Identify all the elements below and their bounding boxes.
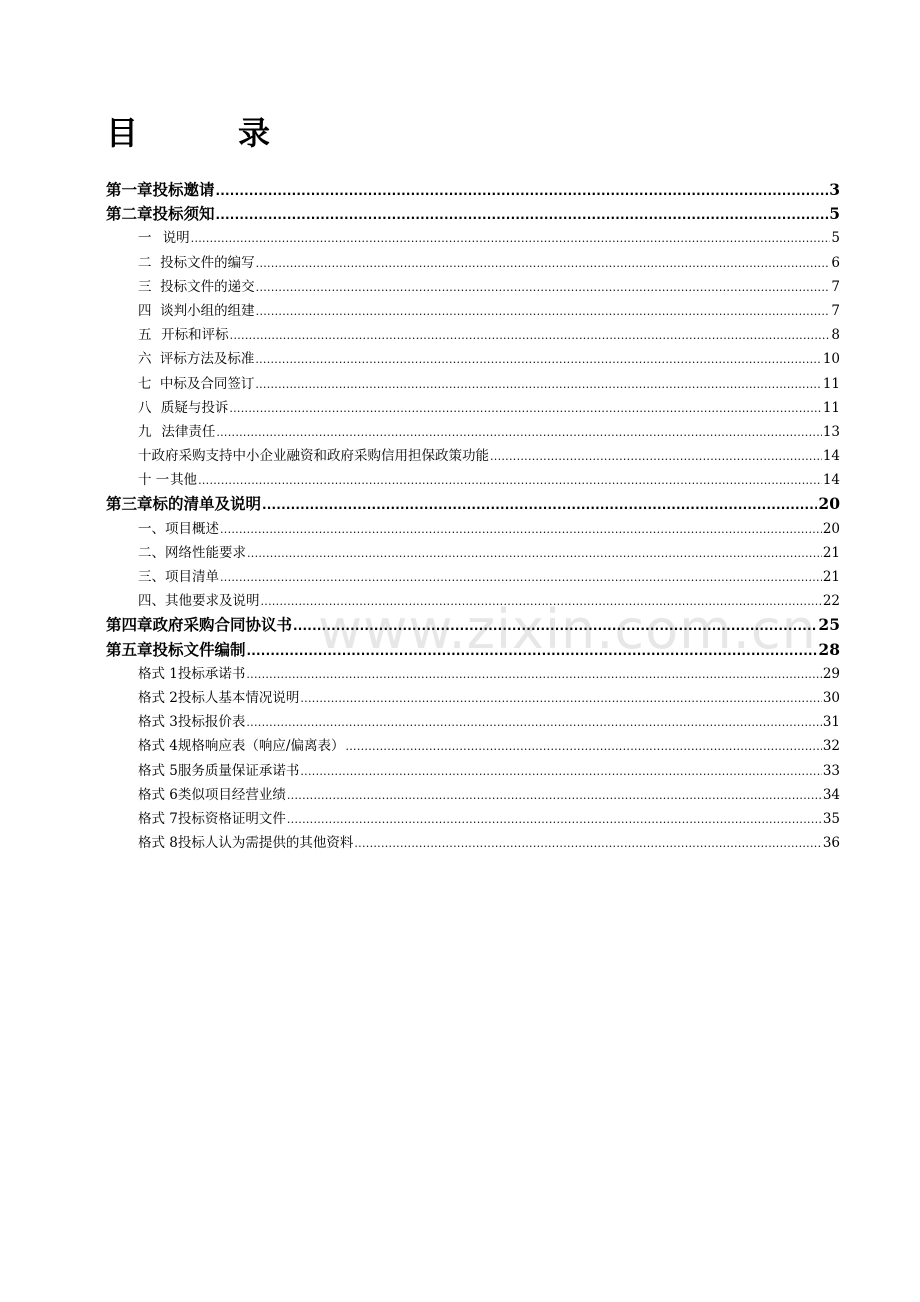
- toc-dot-leader: [247, 542, 822, 566]
- toc-page-number: 33: [822, 762, 840, 779]
- toc-section-entry[interactable]: [106, 759, 840, 783]
- toc-dot-leader: [345, 735, 821, 759]
- toc-entry-number: 格式 5: [138, 762, 178, 779]
- toc-dot-leader: [191, 227, 831, 251]
- toc-entry-title: 法律责任: [161, 423, 216, 440]
- toc-page-number: 28: [818, 639, 840, 659]
- toc-title-char-1: 目: [106, 114, 139, 152]
- table-of-contents: [106, 178, 840, 855]
- toc-section-entry[interactable]: [106, 444, 840, 468]
- toc-title: [106, 108, 270, 154]
- toc-entry-number: 九: [138, 423, 152, 440]
- toc-page-number: 6: [831, 254, 840, 271]
- toc-entry-number: 一: [138, 230, 152, 247]
- toc-entry-title: 政府采购支持中小企业融资和政府采购信用担保政策功能: [151, 448, 489, 465]
- toc-dot-leader: [261, 590, 822, 614]
- toc-entry-number: 第五章: [106, 640, 153, 659]
- toc-dot-leader: [300, 760, 821, 784]
- toc-entry-title: 投标文件的编写: [160, 254, 255, 271]
- toc-dot-leader: [287, 808, 822, 832]
- toc-page-number: 21: [822, 544, 840, 561]
- toc-entry-title: 投标文件编制: [152, 640, 246, 659]
- toc-dot-leader: [246, 663, 821, 687]
- toc-entry-title: 二、网络性能要求: [138, 544, 246, 561]
- toc-section-entry[interactable]: [106, 468, 840, 492]
- toc-entry-title: 说明: [162, 230, 190, 247]
- toc-page-number: 21: [822, 569, 840, 585]
- toc-dot-leader: [256, 276, 831, 300]
- toc-entry-number: 格式 4: [138, 738, 178, 755]
- toc-dot-leader: [287, 784, 822, 808]
- toc-page-number: 10: [822, 351, 840, 368]
- toc-section-entry[interactable]: [106, 251, 840, 275]
- toc-section-entry[interactable]: [106, 517, 840, 541]
- toc-title-char-2: 录: [238, 114, 271, 152]
- toc-section-entry[interactable]: [106, 347, 840, 371]
- toc-entry-number: 四: [138, 302, 152, 319]
- toc-dot-leader: [247, 639, 818, 663]
- toc-entry-title: 评标方法及标准: [159, 351, 255, 368]
- toc-dot-leader: [293, 614, 817, 638]
- toc-entry-title: 投标文件的递交: [160, 278, 255, 295]
- toc-dot-leader: [354, 832, 821, 856]
- toc-entry-number: 二: [138, 254, 152, 271]
- toc-page-number: 34: [822, 786, 840, 803]
- toc-page-number: 25: [818, 615, 840, 635]
- toc-entry-number: 十: [138, 448, 152, 465]
- toc-page-number: 5: [831, 230, 840, 247]
- toc-entry-title: 三、项目清单: [138, 569, 219, 585]
- toc-dot-leader: [229, 397, 821, 421]
- toc-section-entry[interactable]: [106, 565, 840, 589]
- toc-entry-number: 第四章: [106, 616, 153, 635]
- toc-section-entry[interactable]: [106, 734, 840, 758]
- toc-dot-leader: [255, 373, 821, 397]
- toc-dot-leader: [198, 469, 822, 493]
- toc-section-entry[interactable]: [106, 396, 840, 420]
- toc-page-number: 29: [822, 665, 840, 682]
- toc-entry-number: 三: [138, 278, 152, 295]
- toc-entry-number: 格式 1: [138, 665, 178, 682]
- toc-chapter-entry[interactable]: [106, 202, 840, 226]
- toc-section-entry[interactable]: [106, 299, 840, 323]
- toc-entry-number: 第三章: [106, 495, 153, 514]
- toc-entry-title: 投标承诺书: [177, 665, 246, 682]
- toc-page-number: 3: [829, 180, 840, 199]
- toc-entry-number: 六: [138, 351, 152, 368]
- toc-dot-leader: [220, 518, 822, 542]
- toc-dot-leader: [216, 203, 829, 227]
- toc-section-entry[interactable]: [106, 831, 840, 855]
- toc-page-number: 22: [822, 593, 840, 610]
- toc-page-number: 14: [822, 472, 840, 489]
- toc-entry-title: 质疑与投诉: [160, 399, 229, 416]
- toc-entry-number: 第二章: [106, 205, 153, 224]
- toc-section-entry[interactable]: [106, 541, 840, 565]
- toc-page-number: 8: [831, 327, 840, 344]
- toc-chapter-entry[interactable]: [106, 492, 840, 516]
- toc-section-entry[interactable]: [106, 275, 840, 299]
- toc-entry-title: 投标须知: [152, 205, 215, 224]
- toc-entry-title: 谈判小组的组建: [160, 302, 255, 319]
- toc-dot-leader: [216, 421, 821, 445]
- toc-chapter-entry[interactable]: [106, 638, 840, 662]
- toc-entry-number: 格式 8: [138, 835, 178, 852]
- toc-dot-leader: [255, 348, 821, 372]
- toc-entry-title: 投标邀请: [152, 181, 215, 199]
- toc-entry-number: 格式 7: [138, 810, 178, 827]
- toc-entry-title: 其他: [170, 472, 198, 489]
- toc-page-number: 31: [822, 714, 840, 731]
- toc-entry-title: 标的清单及说明: [152, 495, 262, 514]
- toc-section-entry[interactable]: [106, 783, 840, 807]
- toc-page-number: 5: [829, 204, 840, 224]
- toc-page-number: 30: [822, 689, 840, 706]
- toc-entry-title: 政府采购合同协议书: [152, 616, 293, 635]
- toc-entry-title: 服务质量保证承诺书: [177, 762, 300, 779]
- toc-section-entry[interactable]: [106, 710, 840, 734]
- toc-entry-number: 五: [138, 327, 152, 344]
- toc-dot-leader: [256, 252, 831, 276]
- toc-dot-leader: [256, 300, 831, 324]
- toc-dot-leader: [220, 566, 822, 590]
- toc-section-entry[interactable]: [106, 807, 840, 831]
- toc-page-number: 36: [822, 835, 840, 852]
- watermark: www.zixin.com.cn: [318, 598, 817, 661]
- toc-page-number: 7: [831, 278, 840, 295]
- toc-entry-number: 七: [138, 375, 152, 392]
- toc-entry-title: 规格响应表（响应/偏离表）: [177, 738, 345, 755]
- toc-page-number: 13: [822, 423, 840, 440]
- toc-dot-leader: [262, 493, 817, 517]
- toc-entry-number: 第一章: [106, 181, 153, 199]
- toc-entry-title: 投标资格证明文件: [177, 810, 286, 827]
- toc-entry-title: 开标和评标: [161, 327, 229, 344]
- toc-section-entry[interactable]: [106, 323, 840, 347]
- toc-entry-number: 十 一: [138, 472, 170, 489]
- toc-dot-leader: [300, 687, 821, 711]
- toc-entry-title: 四、其他要求及说明: [138, 593, 260, 610]
- toc-page-number: 20: [822, 520, 840, 537]
- toc-entry-title: 投标人基本情况说明: [177, 689, 300, 706]
- toc-page-number: 14: [822, 448, 840, 465]
- toc-entry-title: 投标报价表: [177, 714, 246, 731]
- toc-section-entry[interactable]: [106, 686, 840, 710]
- toc-entry-number: 格式 6: [138, 786, 178, 803]
- toc-dot-leader: [246, 711, 821, 735]
- toc-entry-title: 中标及合同签订: [159, 375, 255, 392]
- toc-page-number: 11: [822, 399, 840, 416]
- toc-dot-leader: [216, 179, 829, 203]
- toc-section-entry[interactable]: [106, 589, 840, 613]
- toc-dot-leader: [490, 445, 822, 469]
- toc-page-number: 7: [831, 302, 840, 319]
- toc-chapter-entry[interactable]: [106, 178, 840, 202]
- toc-entry-number: 八: [138, 399, 152, 416]
- toc-page-number: 20: [818, 494, 840, 514]
- toc-page-number: 11: [822, 375, 840, 392]
- toc-entry-title: 一、项目概述: [138, 520, 219, 537]
- toc-entry-number: 格式 3: [138, 714, 178, 731]
- toc-chapter-entry[interactable]: [106, 613, 840, 637]
- toc-dot-leader: [230, 324, 831, 348]
- toc-section-entry[interactable]: [106, 226, 840, 250]
- toc-entry-title: 类似项目经营业绩: [177, 786, 286, 803]
- toc-section-entry[interactable]: [106, 662, 840, 686]
- toc-page-number: 32: [822, 738, 840, 755]
- toc-entry-title: 投标人认为需提供的其他资料: [177, 835, 354, 852]
- toc-section-entry[interactable]: [106, 372, 840, 396]
- toc-entry-number: 格式 2: [138, 689, 178, 706]
- toc-page-number: 35: [822, 810, 840, 827]
- toc-section-entry[interactable]: [106, 420, 840, 444]
